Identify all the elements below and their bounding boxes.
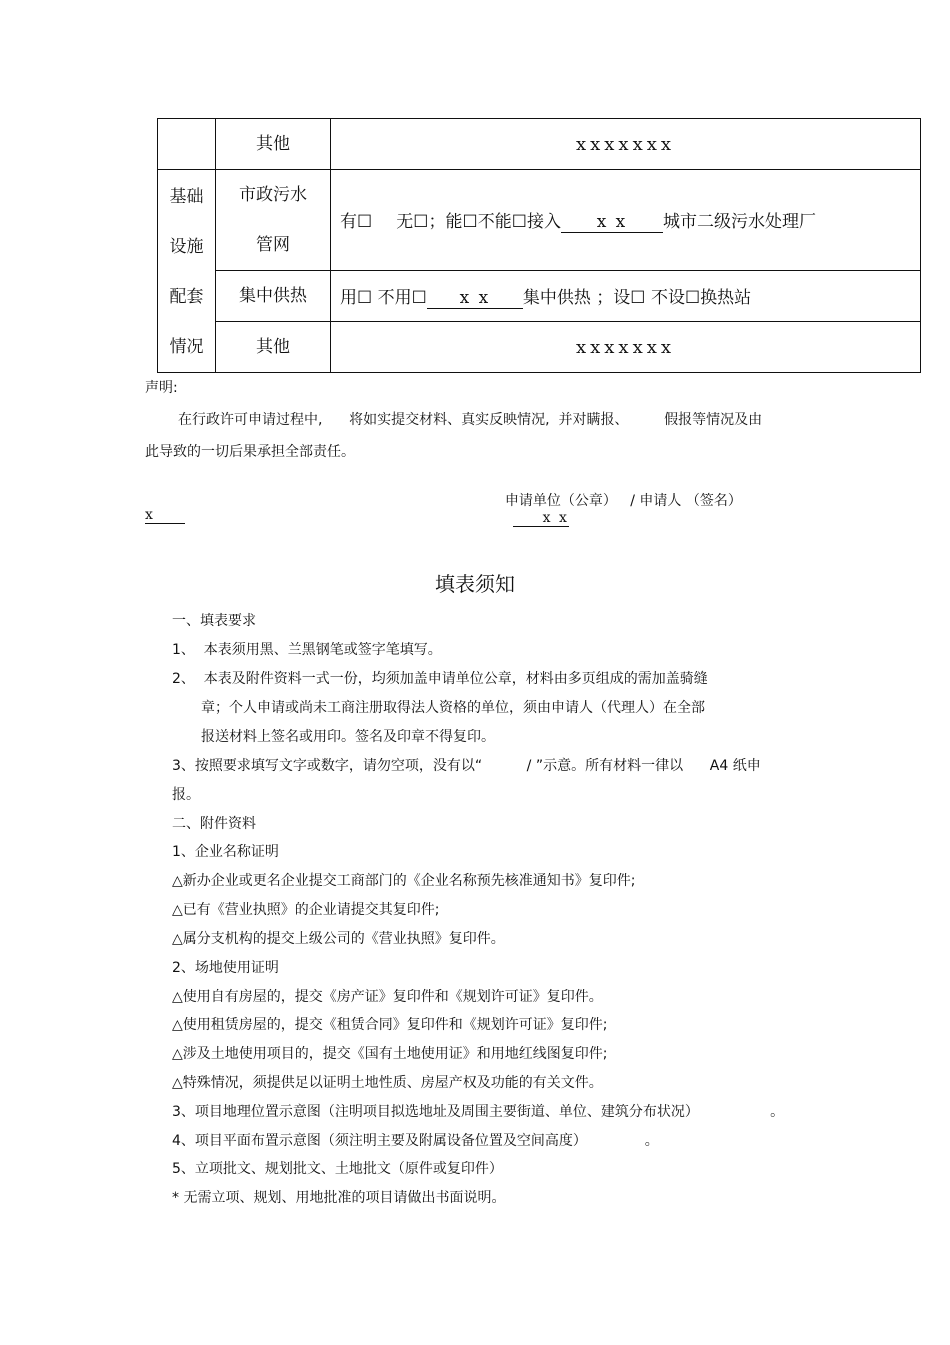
sewer-label-line1: 市政污水 <box>239 185 307 205</box>
other-label-top: 其他 <box>216 119 331 170</box>
other-value-bottom: xxxxxxx <box>331 322 921 373</box>
signature-fill-b-wrap <box>145 507 185 524</box>
notes-line-9: 1、企业名称证明 <box>172 844 279 860</box>
sewer-label-line2: 管网 <box>256 235 290 255</box>
side-label-4: 情况 <box>169 337 204 357</box>
notes-line-10: △新办企业或更名企业提交工商部门的《企业名称预先核准通知书》复印件; <box>172 873 636 889</box>
sewer-fill[interactable]: x x <box>561 212 663 233</box>
blank-cell <box>158 119 216 170</box>
sewer-value <box>331 170 921 271</box>
other-label-bottom: 其他 <box>216 322 331 373</box>
sewer-label <box>216 170 331 271</box>
signature-fill-a[interactable]: x x <box>513 510 569 527</box>
notes-line-1: 一、填表要求 <box>172 613 256 629</box>
notes-line-3: 2、 本表及附件资料一式一份，均须加盖申请单位公章，材料由多页组成的需加盖骑缝 <box>172 671 708 687</box>
notes-line-11: △已有《营业执照》的企业请提交其复印件; <box>172 902 440 918</box>
notes-line-17: △特殊情况，须提供足以证明土地性质、房屋产权及功能的有关文件。 <box>172 1075 603 1091</box>
signature-label-text: 申请单位（公章） / 申请人 （签名） <box>504 493 742 509</box>
notes-line-21: * 无需立项、规划、用地批准的项目请做出书面说明。 <box>172 1190 506 1206</box>
sewer-opt-have[interactable]: 有☐ <box>340 212 373 232</box>
notes-line-6: 3、按照要求填写文字或数字，请勿空项，没有以“ / ”示意。所有材料一律以 A4 纸申 <box>172 758 761 774</box>
sewer-suffix: 城市二级污水处理厂 <box>662 212 816 232</box>
heating-suffix[interactable]: 集中供热 ；设☐ 不设☐换热站 <box>522 288 752 308</box>
heating-prefix[interactable]: 用☐ 不用☐ <box>340 288 427 308</box>
declaration-line1: 在行政许可申请过程中, 将如实提交材料、真实反映情况, 并对瞒报、 假报等情况及由 <box>178 412 763 428</box>
notes-line-16: △涉及土地使用项目的，提交《国有土地使用证》和用地红线图复印件; <box>172 1046 608 1062</box>
notes-line-4: 章；个人申请或尚未工商注册取得法人资格的单位，须由申请人（代理人）在全部 <box>201 700 705 716</box>
side-label-1: 基础 <box>169 187 204 207</box>
notes-line-2: 1、 本表须用黑、兰黑钢笔或签字笔填写。 <box>172 642 442 658</box>
heating-fill[interactable]: x x <box>427 288 523 309</box>
other-value-top: xxxxxxx <box>331 119 921 170</box>
declaration-line2: 此导致的一切后果承担全部责任。 <box>145 444 355 460</box>
notes-line-20: 5、立项批文、规划批文、土地批文（原件或复印件） <box>172 1161 503 1177</box>
declaration-heading: 声明: <box>145 380 178 396</box>
heating-value <box>331 271 921 322</box>
notes-line-14: △使用自有房屋的，提交《房产证》复印件和《规划许可证》复印件。 <box>172 989 603 1005</box>
facility-table <box>157 118 921 373</box>
notes-line-13: 2、场地使用证明 <box>172 960 279 976</box>
sewer-opt-none[interactable]: 无☐；能☐不能☐接入 <box>396 212 561 232</box>
signature-label <box>496 474 742 527</box>
side-label-3: 配套 <box>169 287 204 307</box>
notes-line-19: 4、项目平面布置示意图（须注明主要及附属设备位置及空间高度） 。 <box>172 1133 659 1149</box>
signature-fill-b[interactable]: x <box>145 507 185 524</box>
side-label-2: 设施 <box>169 237 204 257</box>
notes-line-15: △使用租赁房屋的，提交《租赁合同》复印件和《规划许可证》复印件; <box>172 1017 608 1033</box>
notes-line-5: 报送材料上签名或用印。签名及印章不得复印。 <box>201 729 495 745</box>
notes-title: 填表须知 <box>435 572 515 596</box>
notes-line-12: △属分支机构的提交上级公司的《营业执照》复印件。 <box>172 931 505 947</box>
heating-label: 集中供热 <box>216 271 331 322</box>
notes-line-8: 二、附件资料 <box>172 816 256 832</box>
notes-line-18: 3、项目地理位置示意图（注明项目拟选地址及周围主要街道、单位、建筑分布状况） 。 <box>172 1104 785 1120</box>
notes-line-7: 报。 <box>172 787 200 803</box>
infrastructure-label <box>158 170 216 373</box>
